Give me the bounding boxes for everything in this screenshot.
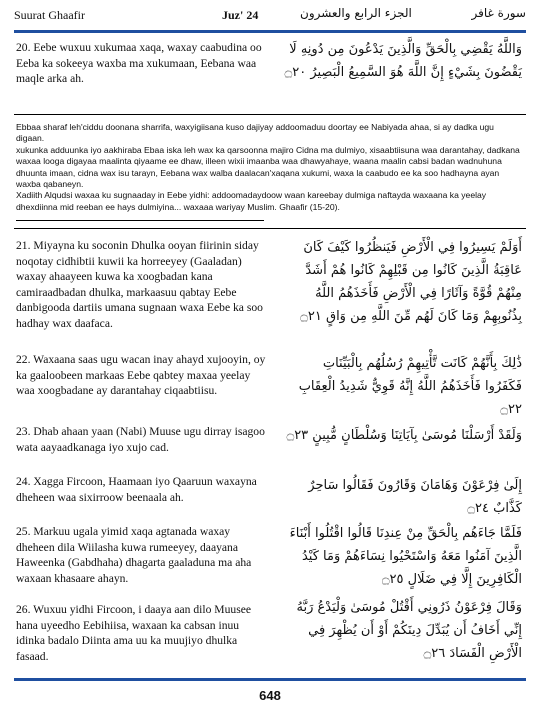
page-number: 648 [259, 688, 281, 703]
header-rule [14, 30, 526, 33]
verse-22-translation: 22. Waxaana saas ugu wacan inay ahayd xujooyin, oy ka gaaloobeen markaas Eebe qabtey maxaa yeelay waa xoogbadane ay darantahay ciqaabtiisu. [16, 353, 266, 397]
note-paragraph: Xadiith Alqudsi waxaa ku sugnaaday in Eebe yidhi: addoomadaydoow waan kareebay dulmiga naftayda waxaana ka yeelay dhexdiinna mid reeban ee hays dulmiyina... waxaaa wariyay Muslim. Ghaafir (15-20). [16, 190, 487, 212]
verse-20-translation: 20. Eebe wuxuu xukumaa xaqa, waxay caabudina oo Eeba ka sokeeya waxba ma xukumaan, Eebana waa maqle arka ah. [16, 41, 262, 85]
footer-rule [14, 678, 526, 681]
verse-23-translation: 23. Dhab ahaan yaan (Nabi) Muuse ugu dirray isagoo wata aayaadkanaga iyo xujo cad. [16, 425, 265, 454]
page-header [0, 0, 540, 30]
note-paragraph: xukunka adduunka iyo aakhiraba Ebaa iska leh wax ka qarsoonna majiro Cidna ma dulmiyo, xisaabtiisuna waa darantahay, dadkana waxaa looga digayaa maalinta qiyaame ee dhaw, illeen wixii imaanba waa dhawyahaye, waana maalin cabsi badan wadnuhuna dhuunta imaan, cidna wax isu tarayn, Eebana wax walba daalacan'xaqana xukumi, waxa la caabudo ee ka soo hadhayna ayan waxba qabaneyn. [16, 144, 520, 190]
verse-23-arabic: وَلَقَدْ أَرْسَلْنَا مُوسَىٰ بِآيَاتِنَا وَسُلْطَانٍ مُّبِينٍ ۝٢٣ [286, 428, 522, 443]
note-rule [14, 114, 526, 115]
commentary-note [16, 122, 524, 213]
verse-26-translation: 26. Wuxuu yidhi Fircoon, i daaya aan dilo Muusee hana uyeedho Eebihiisa, waxaan ka cabsan inuu idinka badalo Diinta ama uu ka muujiyo dhulka fasaad. [16, 603, 252, 663]
surah-arabic-title: سورة غافر [471, 6, 526, 20]
verse-21-translation: 21. Miyayna ku soconin Dhulka ooyan fiirinin siday noqotay cidhibtii kuwii ka horreeyey (Gaaladan) waxay ahaayeen kuwa ka xoogbadan kana camiraadbadan dhulka, markaasuu qabtay Eebe danbigooda dartiis umana sugnaan waxa Eebe ka soo hadhay wax daafaca. [16, 239, 263, 330]
verse-21-arabic: أَوَلَمْ يَسِيرُوا فِي الْأَرْضِ فَيَنظُرُوا كَيْفَ كَانَ عَاقِبَةُ الَّذِينَ كَانُوا مِن قَبْلِهِمْ كَانُوا هُمْ أَشَدَّ مِنْهُمْ قُوَّةً وَآثَارًا فِي الْأَرْضِ فَأَخَذَهُمُ اللَّهُ بِذُنُوبِهِمْ وَمَا كَانَ لَهُم مِّنَ اللَّهِ مِن وَاقٍ ۝٢١ [300, 240, 522, 324]
verse-24-arabic: إِلَىٰ فِرْعَوْنَ وَهَامَانَ وَقَارُونَ فَقَالُوا سَاحِرٌ كَذَّابٌ ۝٢٤ [308, 478, 522, 516]
juz-label: Juz' 24 [222, 8, 259, 22]
section-rule [14, 228, 526, 229]
verse-24-translation: 24. Xagga Fircoon, Haamaan iyo Qaaruun waxayna dheheen waa sixirroow beenaala ah. [16, 475, 257, 504]
verse-25-arabic: فَلَمَّا جَاءَهُم بِالْحَقِّ مِنْ عِندِنَا قَالُوا اقْتُلُوا أَبْنَاءَ الَّذِينَ آمَنُوا مَعَهُ وَاسْتَحْيُوا نِسَاءَهُمْ وَمَا كَيْدُ الْكَافِرِينَ إِلَّا فِي ضَلَالٍ ۝٢٥ [289, 526, 522, 587]
surah-title: Suurat Ghaafir [14, 8, 85, 22]
juz-arabic-label: الجزء الرابع والعشرون [300, 6, 412, 20]
verse-22-arabic: ذَٰلِكَ بِأَنَّهُمْ كَانَت تَّأْتِيهِمْ رُسُلُهُم بِالْبَيِّنَاتِ فَكَفَرُوا فَأَخَذَهُمُ اللَّهُ إِنَّهُ قَوِيٌّ شَدِيدُ الْعِقَابِ ۝٢٢ [298, 356, 522, 417]
verse-25-translation: 25. Markuu ugala yimid xaqa agtanada waxay dheheen dila Wiilasha kuwa rumeeyey, daayana Haweenka (Gabdhaha) dhagarta gaaladuna ma aha waxaan khasaare ahayn. [16, 525, 252, 585]
note-separator [16, 220, 264, 221]
verse-26-arabic: وَقَالَ فِرْعَوْنُ ذَرُونِي أَقْتُلْ مُوسَىٰ وَلْيَدْعُ رَبَّهُ إِنِّي أَخَافُ أَن يُبَدِّلَ دِينَكُمْ أَوْ أَن يُظْهِرَ فِي الْأَرْضِ الْفَسَادَ ۝٢٦ [296, 600, 522, 661]
verse-20-arabic: وَاللَّهُ يَقْضِي بِالْحَقِّ وَالَّذِينَ يَدْعُونَ مِن دُونِهِ لَا يَقْضُونَ بِشَيْءٍ إِنَّ اللَّهَ هُوَ السَّمِيعُ الْبَصِيرُ ۝٢٠ [284, 42, 522, 80]
note-paragraph: Ebbaa sharaf leh'ciddu doonana sharrifa, waxyigiisana kuso dajiyay addoomaduu doortay ee Nabiyada ahaa, si ay dadka ugu digaan. [16, 122, 494, 144]
